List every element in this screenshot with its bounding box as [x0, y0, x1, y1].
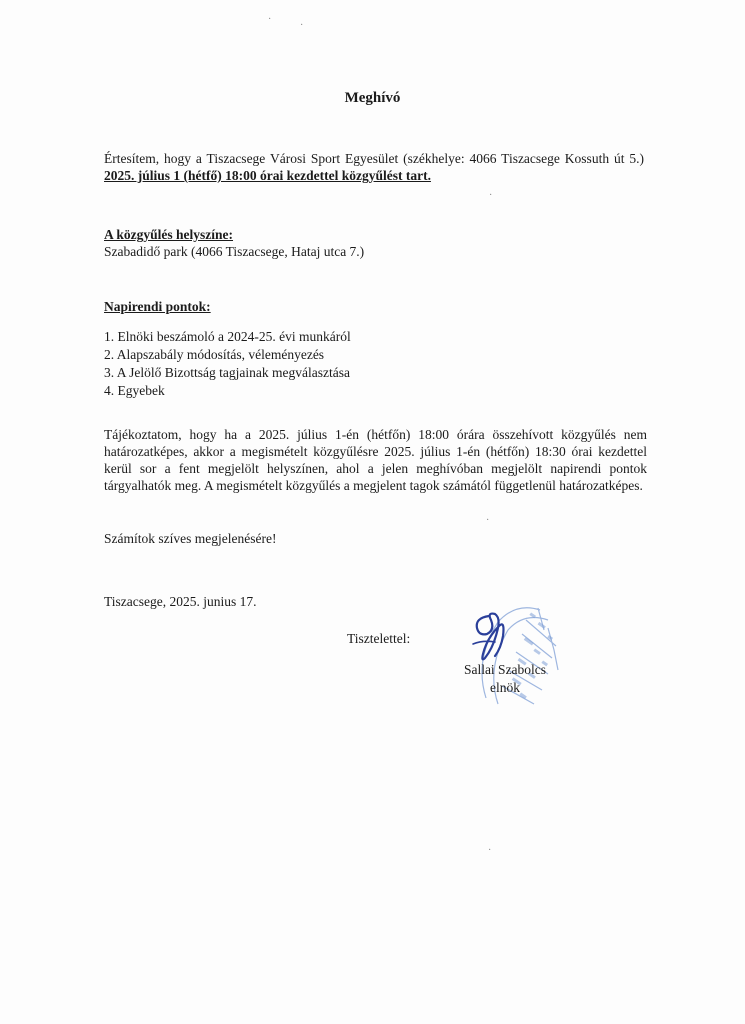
scan-speck: ·	[300, 20, 304, 31]
agenda-item: 3. A Jelölő Bizottság tagjainak megválasztása	[104, 365, 350, 380]
signer-role: elnök	[490, 680, 520, 695]
greeting: Tisztelettel:	[347, 631, 411, 646]
agenda-section	[104, 298, 644, 400]
venue-section	[104, 226, 644, 260]
document-title: Meghívó	[344, 90, 401, 106]
scan-speck: ·	[489, 190, 493, 201]
agenda-item: 2. Alapszabály módosítás, véleményezés	[104, 347, 325, 362]
scan-speck: ·	[268, 14, 272, 25]
intro-emphasis: 2025. július 1 (hétfő) 18:00 órai kezdettel közgyűlést tart.	[104, 168, 431, 183]
intro-paragraph	[104, 150, 644, 184]
info-paragraph: Tájékoztatom, hogy ha a 2025. július 1-én (hétfőn) 18:00 órára összehívott közgyűlés nem határozatképes, akkor a megismételt közgyűlésre 2025. július 1-én (hétfőn) 18:30 órai kezdettel kerül sor a fent megjelölt helyszínen, ahol a jelen meghívóban megjelölt napirendi pontok tárgyalhatók meg. A megismételt közgyűlés a megjelent tagok számától függetlenül határozatképes.	[104, 427, 647, 493]
intro-text: Értesítem, hogy a Tiszacsege Városi Sport Egyesület (székhelye: 4066 Tiszacsege Kossuth út 5.)	[104, 151, 644, 166]
closing-line: Számítok szíves megjelenésére!	[104, 531, 277, 546]
place-date: Tiszacsege, 2025. junius 17.	[104, 594, 257, 609]
venue-heading: A közgyűlés helyszíne:	[104, 227, 234, 242]
scan-speck: ·	[488, 845, 492, 856]
signer-block	[450, 661, 560, 697]
venue-text: Szabadidő park (4066 Tiszacsege, Hataj utca 7.)	[104, 244, 365, 259]
signer-name: Sallai Szabolcs	[463, 662, 547, 677]
agenda-item: 1. Elnöki beszámoló a 2024-25. évi munkáról	[104, 329, 351, 344]
signature-image	[465, 608, 511, 666]
agenda-list	[104, 328, 644, 400]
scan-speck: ·	[486, 515, 490, 526]
agenda-item: 4. Egyebek	[104, 383, 165, 398]
agenda-heading: Napirendi pontok:	[104, 299, 211, 314]
